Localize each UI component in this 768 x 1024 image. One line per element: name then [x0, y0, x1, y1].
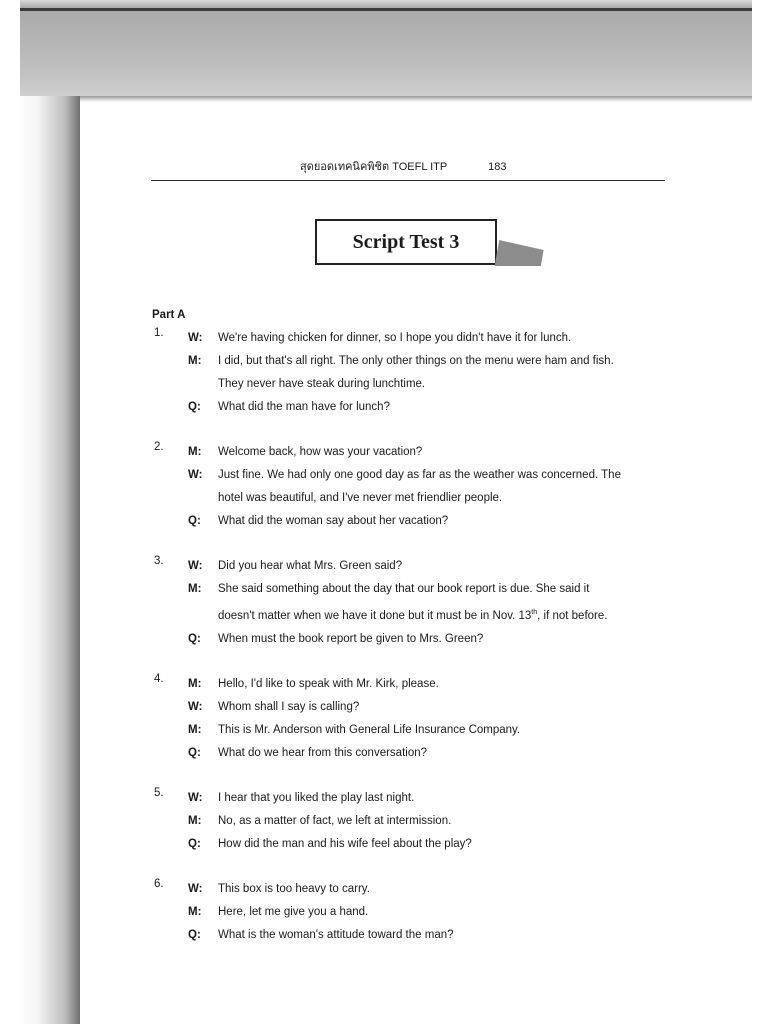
line-text: What did the man have for lunch? — [218, 401, 390, 413]
dialogue-line — [152, 628, 672, 651]
speaker-label: Q: — [188, 837, 201, 850]
line-text: What do we hear from this conversation? — [218, 746, 428, 759]
line-text: What did the woman say about her vacation? — [218, 515, 449, 527]
dialogue-line — [152, 901, 672, 924]
speaker-label: W: — [188, 332, 203, 344]
dialogue-line — [152, 350, 672, 373]
line-text: She said something about the day that our book report is due. She said it — [218, 583, 590, 595]
speaker-label: Q: — [188, 746, 201, 759]
dialogue-line — [152, 673, 672, 696]
dialogue-item — [152, 673, 672, 765]
dialogue-item — [152, 787, 672, 856]
dialogue-item — [152, 327, 672, 419]
line-text: Hello, I'd like to speak with Mr. Kirk, please. — [218, 677, 439, 690]
item-number: 1. — [154, 327, 164, 339]
line-text: Did you hear what Mrs. Green said? — [218, 560, 403, 572]
line-text: No, as a matter of fact, we left at intermission. — [218, 814, 452, 827]
speaker-label: W: — [188, 700, 203, 713]
dialogue-line — [152, 696, 672, 719]
item-list — [152, 327, 672, 947]
line-text: What is the woman's attitude toward the man? — [218, 928, 454, 941]
speaker-label: M: — [188, 905, 202, 918]
speaker-label: M: — [188, 583, 202, 595]
page-title-text: Script Test 3 — [352, 230, 460, 253]
dialogue-line — [152, 719, 672, 742]
superscript: th — [531, 609, 538, 616]
scan-shadow-top — [20, 0, 752, 100]
speaker-label: M: — [188, 446, 202, 458]
line-text: I did, but that's all right. The only other things on the menu were ham and fish. — [218, 355, 614, 367]
line-text-continued: , if not before. — [537, 609, 608, 622]
speaker-label: Q: — [188, 401, 201, 413]
line-text: I hear that you liked the play last night. — [218, 791, 415, 804]
dialogue-line — [152, 327, 672, 350]
speaker-label: M: — [188, 677, 202, 690]
dialogue-line — [152, 833, 672, 856]
speaker-label: W: — [188, 791, 203, 804]
page-title — [315, 219, 497, 265]
dialogue-line — [152, 441, 672, 464]
header-rule — [151, 180, 665, 181]
dialogue-line — [152, 787, 672, 810]
line-text: They never have steak during lunchtime. — [218, 378, 426, 390]
line-text: doesn't matter when we have it done but it must be in Nov. 13 — [218, 609, 532, 622]
dialogue-line — [152, 555, 672, 578]
running-head — [300, 157, 506, 175]
speaker-label: Q: — [188, 928, 201, 941]
speaker-label: M: — [188, 355, 202, 367]
title-banner-tail — [495, 240, 546, 266]
line-text: Here, let me give you a hand. — [218, 905, 369, 918]
line-text: Welcome back, how was your vacation? — [218, 446, 423, 458]
dialogue-line — [152, 810, 672, 833]
line-text: This box is too heavy to carry. — [218, 882, 370, 895]
line-text: When must the book report be given to Mrs. Green? — [218, 632, 484, 645]
speaker-label: Q: — [188, 632, 201, 645]
speaker-label: Q: — [188, 515, 201, 527]
page-top-shadow — [80, 96, 752, 102]
running-title: สุดยอดเทคนิคพิชิต TOEFL ITP — [300, 161, 448, 173]
speaker-label: M: — [188, 723, 202, 736]
dialogue-item — [152, 441, 672, 533]
line-text: Whom shall I say is calling? — [218, 700, 360, 713]
line-text: Just fine. We had only one good day as far as the weather was concerned. The — [218, 469, 621, 481]
script-content — [152, 309, 672, 969]
speaker-label: W: — [188, 469, 203, 481]
item-number: 5. — [154, 786, 164, 799]
dialogue-line — [152, 742, 672, 765]
dialogue-line — [152, 487, 672, 510]
line-text: hotel was beautiful, and I've never met friendlier people. — [218, 492, 503, 504]
dialogue-line — [152, 464, 672, 487]
dialogue-item — [152, 878, 672, 947]
scan-top-line — [20, 8, 752, 11]
speaker-label: W: — [188, 560, 203, 572]
dialogue-line — [152, 578, 672, 601]
book-spine — [20, 96, 80, 1024]
item-number: 4. — [154, 672, 164, 685]
speaker-label: M: — [188, 814, 202, 827]
dialogue-item — [152, 555, 672, 651]
part-label: Part A — [152, 309, 186, 321]
line-text: How did the man and his wife feel about the play? — [218, 837, 472, 850]
page-number: 183 — [488, 161, 507, 173]
item-number: 6. — [154, 877, 164, 890]
dialogue-line — [152, 924, 672, 947]
dialogue-line — [152, 878, 672, 901]
dialogue-line — [152, 601, 672, 628]
speaker-label: W: — [188, 882, 203, 895]
dialogue-line — [152, 373, 672, 396]
item-number: 2. — [154, 441, 164, 453]
item-number: 3. — [154, 555, 164, 567]
line-text: We're having chicken for dinner, so I hope you didn't have it for lunch. — [218, 332, 572, 344]
dialogue-line — [152, 396, 672, 419]
line-text: This is Mr. Anderson with General Life Insurance Company. — [218, 723, 521, 736]
dialogue-line — [152, 510, 672, 533]
